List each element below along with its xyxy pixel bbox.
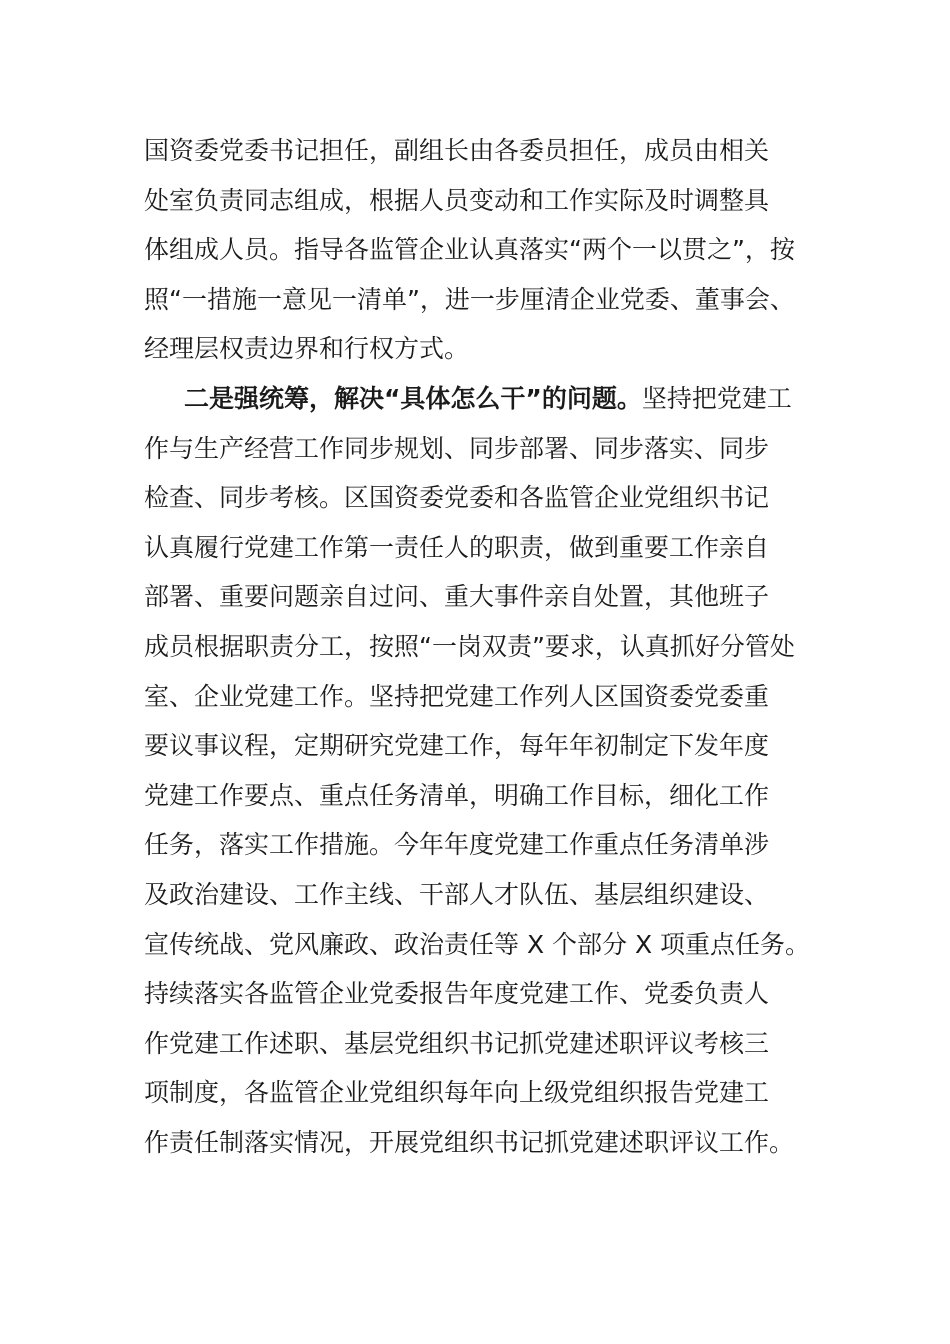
paragraph-first-line (144, 374, 806, 424)
text-line: 检查、同步考核。区国资委党委和各监管企业党组织书记 (144, 483, 770, 513)
document-body (144, 126, 811, 1167)
text-line: 持续落实各监管企业党委报告年度党建工作、党委负责人 (144, 979, 770, 1009)
text-line: 体组成人员。指导各监管企业认真落实“两个一以贯之”，按 (144, 235, 795, 265)
text-line: 作责任制落实情况，开展党组织书记抓党建述职评议工作。 (144, 1127, 795, 1157)
paragraph-first-line-text: 坚持把党建工 (641, 383, 792, 413)
text-line: 党建工作要点、重点任务清单，明确工作目标，细化工作 (144, 780, 770, 810)
text-line: 任务，落实工作措施。今年年度党建工作重点任务清单涉 (144, 830, 770, 860)
text-line: 国资委党委书记担任，副组长由各委员担任，成员由相关 (144, 136, 770, 165)
text-line: 项制度，各监管企业党组织每年向上级党组织报告党建工 (144, 1078, 770, 1108)
text-line: 及政治建设、工作主线、干部人才队伍、基层组织建设、 (144, 879, 770, 909)
text-line: 宣传统战、党风廉政、政治责任等 X 个部分 X 项重点任务。 (144, 929, 811, 959)
text-line: 认真履行党建工作第一责任人的职责，做到重要工作亲自 (144, 532, 770, 562)
text-line: 室、企业党建工作。坚持把党建工作列人区国资委党委重 (144, 681, 770, 711)
text-line: 成员根据职责分工，按照“一岗双责”要求，认真抓好分管处 (144, 631, 795, 661)
text-line: 经理层权责边界和行权方式。 (144, 334, 470, 364)
paragraph-lead-heading: 二是强统筹，解决“具体怎么干”的问题。 (184, 383, 642, 413)
text-line: 作党建工作述职、基层党组织书记抓党建述职评议考核三 (144, 1028, 770, 1058)
text-line: 要议事议程，定期研究党建工作，每年年初制定下发年度 (144, 731, 770, 761)
text-line: 部署、重要问题亲自过问、重大事件亲自处置，其他班子 (144, 582, 770, 612)
text-line: 照“一措施一意见一清单”，进一步厘清企业党委、董事会、 (144, 284, 795, 314)
text-line: 处室负责同志组成，根据人员变动和工作实际及时调整具 (144, 185, 770, 215)
text-line: 作与生产经营工作同步规划、同步部署、同步落实、同步 (144, 433, 770, 463)
